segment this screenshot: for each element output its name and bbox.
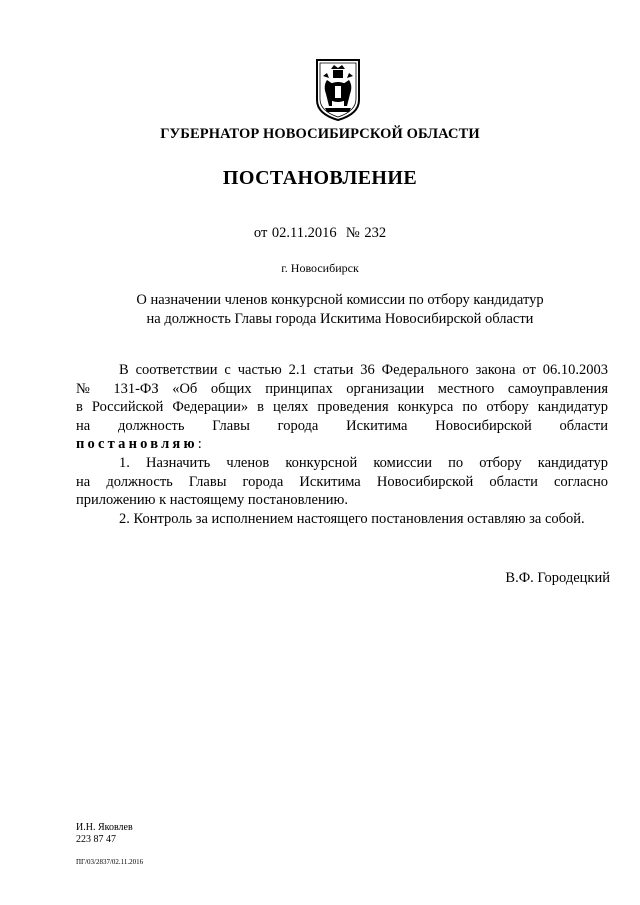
body-line: В соответствии с частью 2.1 статьи 36 Федерального закона от 06.10.2003 <box>119 362 608 378</box>
subject-line: на должность Главы города Искитима Новосибирской области <box>146 310 534 327</box>
resolve-line <box>76 435 608 454</box>
document-subject <box>90 291 590 328</box>
body-line: 2. Контроль за исполнением настоящего постановления оставляю за собой. <box>119 510 585 527</box>
body-line: на должность Главы города Искитима Новосибирской области согласно <box>76 473 608 490</box>
resolve-word: постановляю <box>76 436 198 453</box>
date-prefix: от <box>253 225 268 241</box>
body-line: № 131-ФЗ «Об общих принципах организации местного самоуправления <box>76 380 608 397</box>
coat-of-arms-icon <box>313 56 363 122</box>
document-code: ПГ/03/2837/02.11.2016 <box>76 858 144 866</box>
date-number-line <box>0 225 640 242</box>
document-number: 232 <box>364 225 387 241</box>
document-body <box>76 361 608 528</box>
body-line: на должность Главы города Искитима Новосибирской области <box>76 417 608 434</box>
resolve-colon: : <box>197 436 202 453</box>
body-line: в Российской Федерации» в целях проведения конкурса по отбору кандидатур <box>76 399 608 416</box>
body-line: приложению к настоящему постановлению. <box>76 492 348 509</box>
authority-title: ГУБЕРНАТОР НОВОСИБИРСКОЙ ОБЛАСТИ <box>160 126 480 142</box>
document-date: 02.11.2016 <box>271 225 337 241</box>
executor-name: И.Н. Яковлев <box>76 822 133 833</box>
number-sign: № <box>345 225 360 241</box>
body-line: 1. Назначить членов конкурсной комиссии по отбору кандидатур <box>119 454 608 471</box>
executor-phone: 223 87 47 <box>76 834 116 845</box>
document-type-title: ПОСТАНОВЛЕНИЕ <box>222 167 418 189</box>
signature-name: В.Ф. Городецкий <box>505 570 610 586</box>
city-line: г. Новосибирск <box>281 261 359 275</box>
subject-line: О назначении членов конкурсной комиссии по отбору кандидатур <box>136 292 544 308</box>
executor-block <box>76 822 133 846</box>
